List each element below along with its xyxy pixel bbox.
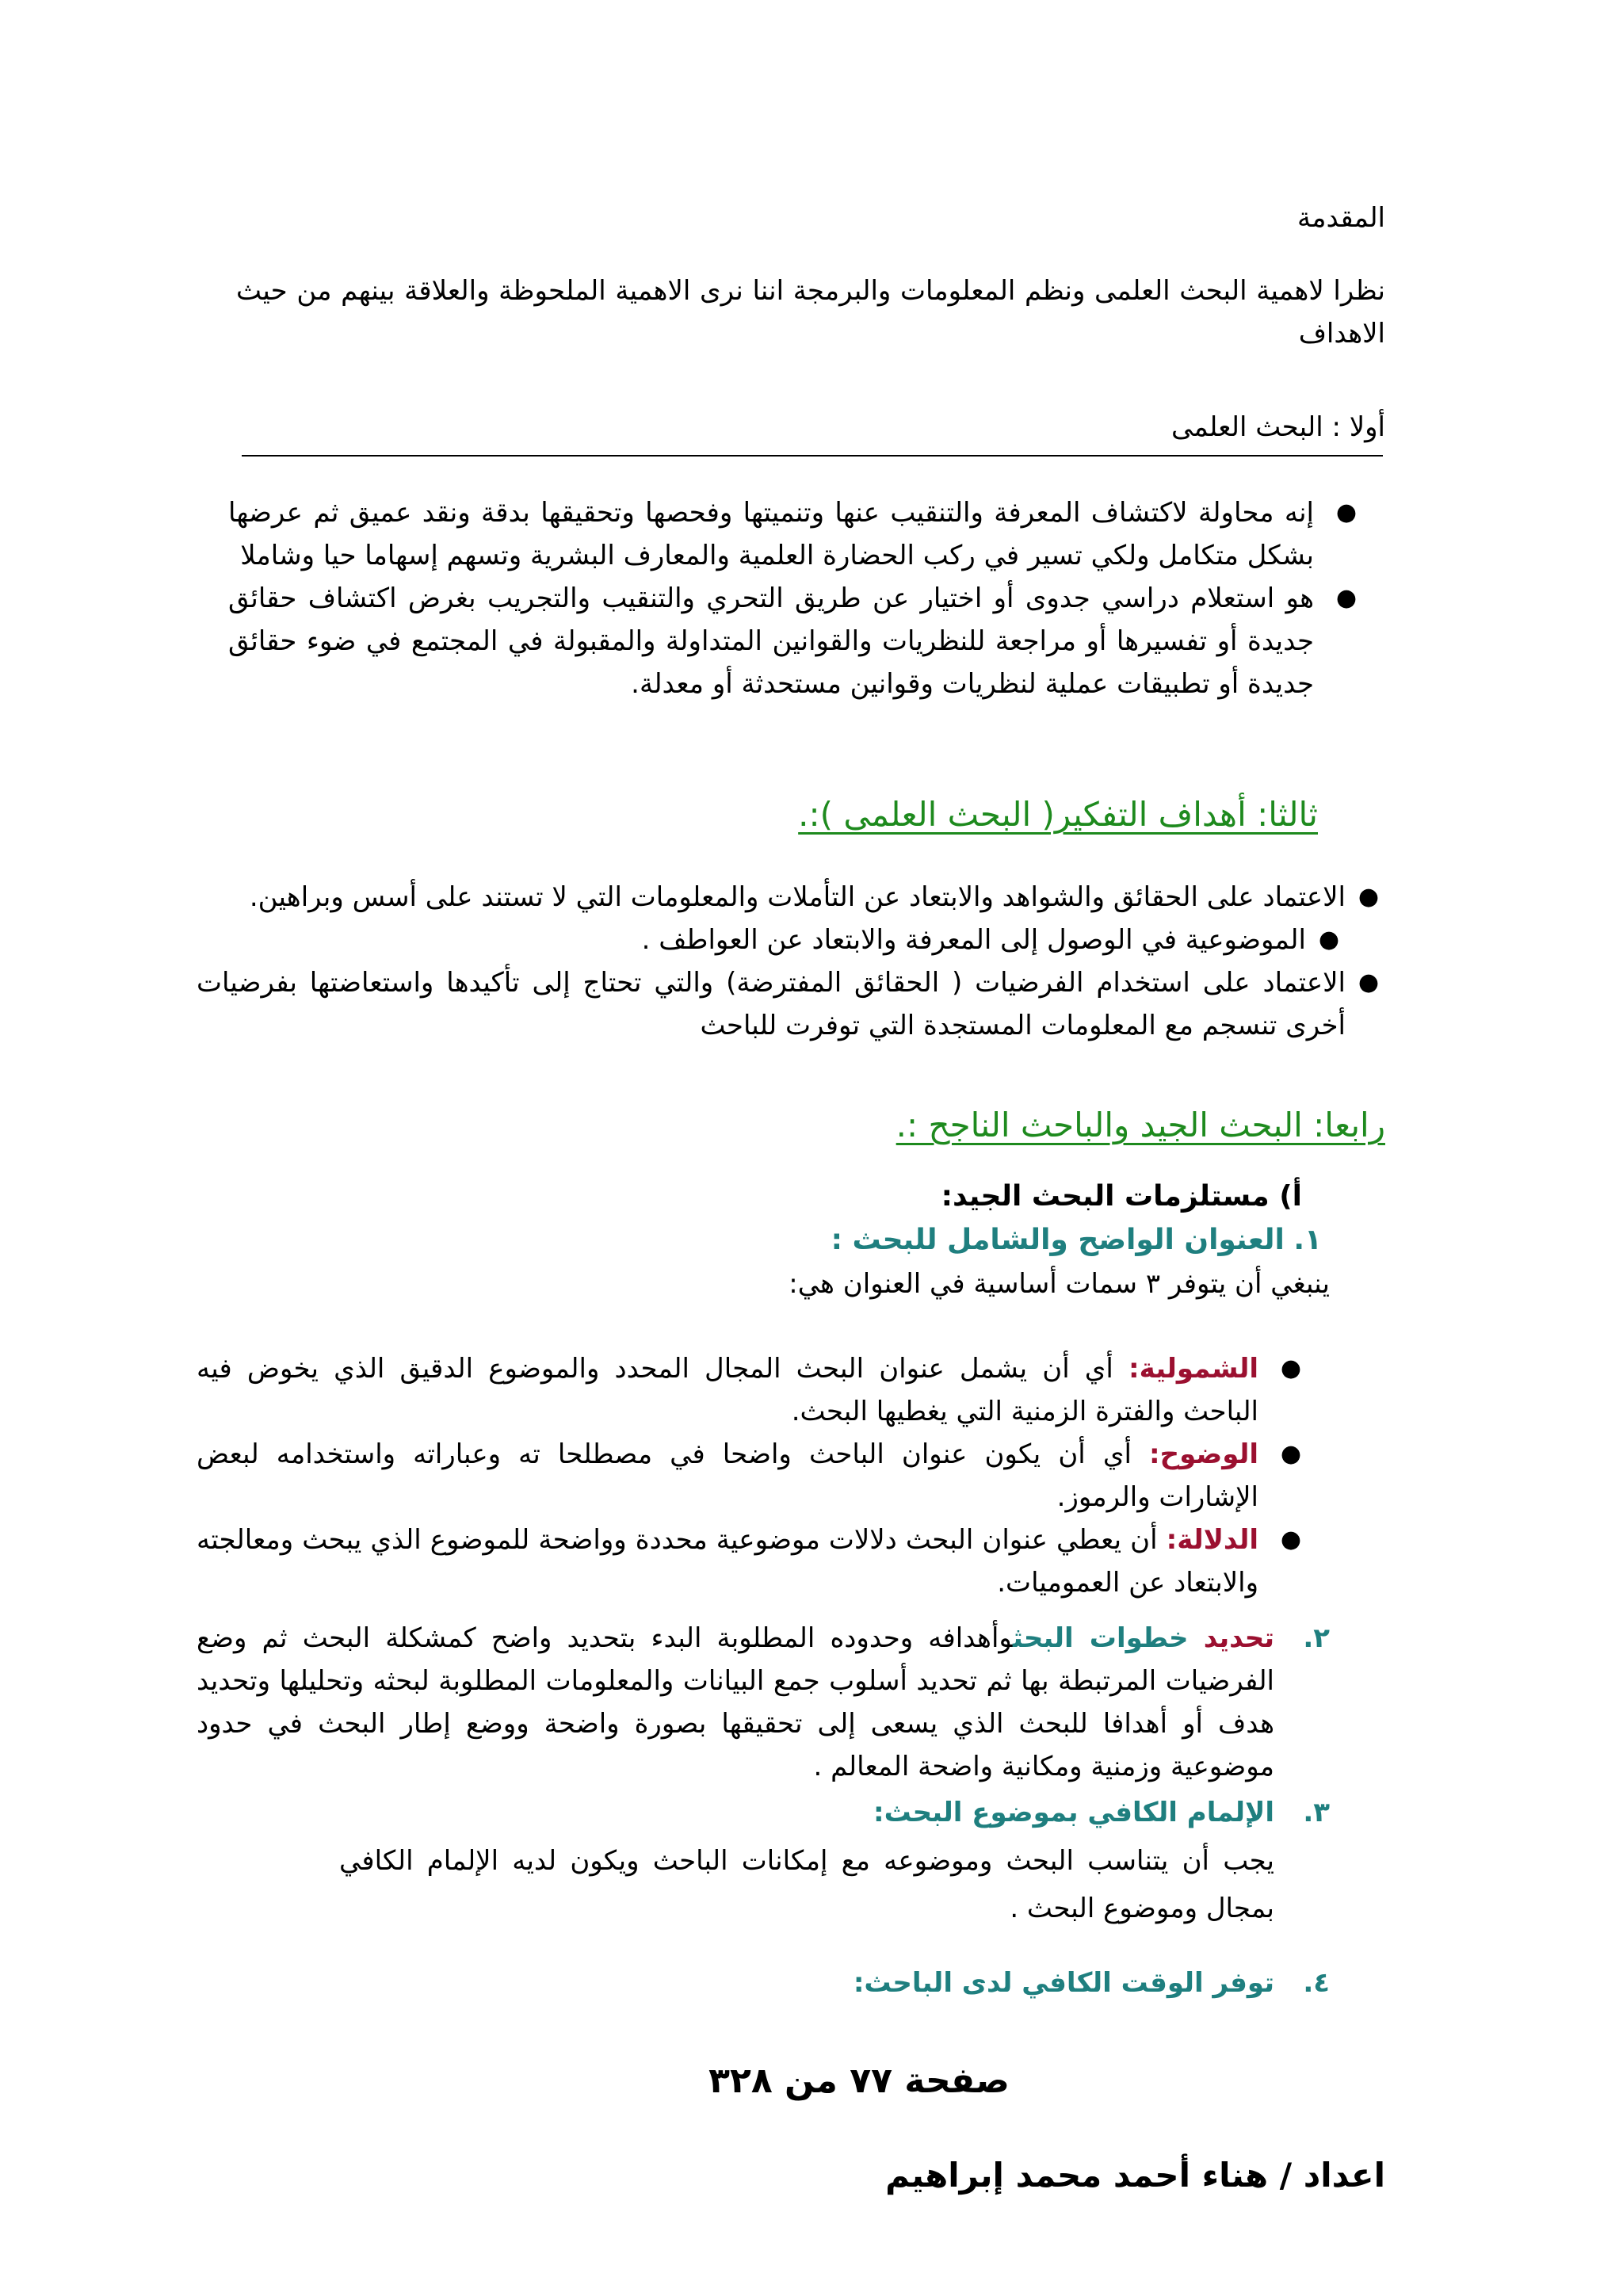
item4-number: ٤.	[1303, 1967, 1330, 1999]
subsection-a-heading: أ) مستلزمات البحث الجيد:	[941, 1180, 1302, 1213]
section1-bullet-list	[228, 491, 1385, 705]
item4-title: توفر الوقت الكافي لدى الباحث:	[853, 1967, 1274, 1999]
intro-paragraph: نظرا لاهمية البحث العلمى ونظم المعلومات والبرمجة اننا نرى الاهمية الملحوظة والعلاقة بينهم من حيث الاهداف	[236, 275, 1385, 350]
list-item-text: الموضوعية في الوصول إلى المعرفة والابتعاد عن العواطف .	[641, 924, 1306, 956]
item2-title-b: خطوات البحث	[1012, 1622, 1189, 1654]
list-item-text: هو استعلام دراسي جدوى أو اختيار عن طريق التحري والتنقيب والتجريب بغرض اكتشاف حقائق جديدة أو تفسيرها أو مراجعة للنظريات والقوانين المتداولة والمقبولة في المجتمع في ضوء حقائق جديدة أو تطبيقات عملية لنظريات وقوانين مستحدثة أو معدلة.	[228, 583, 1314, 700]
item3-number: ٣.	[1303, 1797, 1330, 1828]
list-item	[197, 1433, 1330, 1519]
list-item-text: الاعتماد على الحقائق والشواهد والابتعاد عن التأملات والمعلومات التي لا تستند على أسس وبراهين.	[249, 881, 1346, 913]
list-item	[197, 1519, 1330, 1604]
list-item	[197, 919, 1385, 961]
section-divider	[242, 455, 1383, 457]
feature-text: أي أن يشمل عنوان البحث المجال المحدد والموضوع الدقيق الذي يخوض فيه الباحث والفترة الزمنية التي يغطيها البحث.	[197, 1353, 1258, 1427]
item1-number: ١.	[1293, 1224, 1322, 1256]
numbered-item	[197, 1617, 1330, 1788]
bullet-icon: ●	[1335, 584, 1357, 612]
numbered-item	[197, 1962, 1330, 2004]
bullet-icon: ●	[1335, 499, 1357, 526]
item4	[197, 1962, 1330, 2004]
list-item	[197, 961, 1385, 1047]
section4-heading: رابعا: البحث الجيد والباحث الناجح :.	[896, 1106, 1385, 1144]
intro-title: المقدمة	[1297, 202, 1385, 234]
item2-text: وأهدافه وحدوده المطلوبة البدء بتحديد واضح كمشكلة البحث ثم وضع الفرضيات المرتبطة بها ثم تحديد أسلوب جمع البيانات والمعلومات المطلوبة لبحثه وتحليلها وتحديد هدف أو أهدافا للبحث الذي يسعى إلى تحقيقها بصورة واضحة ووضع إطار البحث في حدود موضوعية وزمنية ومكانية واضحة المعالم .	[197, 1622, 1274, 1782]
item1-heading	[831, 1221, 1322, 1260]
feature-label: الوضوح:	[1148, 1438, 1258, 1470]
bullet-icon: ●	[1358, 883, 1379, 911]
item3	[197, 1791, 1330, 1834]
bullet-icon: ●	[1280, 1354, 1301, 1382]
page-number-label: صفحة ٧٧ من ٣٢٨	[708, 2061, 1010, 2101]
bullet-icon: ●	[1358, 968, 1379, 996]
section1-heading: أولا : البحث العلمى	[1171, 411, 1385, 443]
list-item-text: إنه محاولة لاكتشاف المعرفة والتنقيب عنها وتنميتها وفحصها وتحقيقها بدقة ونقد عميق ثم عرضها بشكل متكامل ولكي تسير في ركب الحضارة العلمية والمعارف البشرية وتسهم إسهاما حيا وشاملا	[228, 497, 1314, 571]
list-item	[197, 876, 1385, 919]
item3-text: يجب أن يتناسب البحث وموضوعه مع إمكانات الباحث ويكون لديه الإلمام الكافي بمجال وموضوع البحث .	[339, 1845, 1274, 1924]
feature-text: أن يعطي عنوان البحث دلالات موضوعية محددة وواضحة للموضوع الذي يبحث ومعالجته والابتعاد عن العموميات.	[197, 1524, 1258, 1599]
item1-title: العنوان الواضح والشامل للبحث :	[831, 1224, 1285, 1256]
item1-intro: ينبغي أن يتوفر ٣ سمات أساسية في العنوان هي:	[789, 1268, 1330, 1300]
bullet-icon: ●	[1318, 926, 1339, 953]
section3-bullet-list	[197, 876, 1385, 1047]
title-features-list	[197, 1347, 1330, 1604]
feature-text: أي أن يكون عنوان الباحث واضحا في مصطلحا ته وعباراته واستخدامه لبعض الإشارات والرموز.	[197, 1438, 1258, 1513]
numbered-item	[197, 1791, 1330, 1834]
list-item	[228, 577, 1385, 705]
bullet-icon: ●	[1280, 1440, 1301, 1468]
item3-title: الإلمام الكافي بموضوع البحث:	[873, 1797, 1274, 1828]
item2-title-a: تحديد	[1203, 1622, 1275, 1654]
item2-number: ٢.	[1303, 1622, 1330, 1654]
bullet-icon: ●	[1280, 1526, 1301, 1553]
page-number	[0, 2061, 1623, 2101]
feature-label: الشمولية:	[1128, 1353, 1259, 1385]
author-line: اعداد / هناء أحمد محمد إبراهيم	[885, 2156, 1385, 2195]
item2	[197, 1617, 1330, 1788]
section3-heading: ثالثا: أهداف التفكير( البحث العلمى ):.	[798, 795, 1318, 834]
list-item	[228, 491, 1385, 577]
feature-label: الدلالة:	[1166, 1524, 1258, 1556]
list-item	[197, 1347, 1330, 1433]
list-item-text: الاعتماد على استخدام الفرضيات ( الحقائق المفترضة) والتي تحتاج إلى تأكيدها واستعاضتها بفرضيات أخرى تنسجم مع المعلومات المستجدة التي توفرت للباحث	[197, 967, 1346, 1041]
